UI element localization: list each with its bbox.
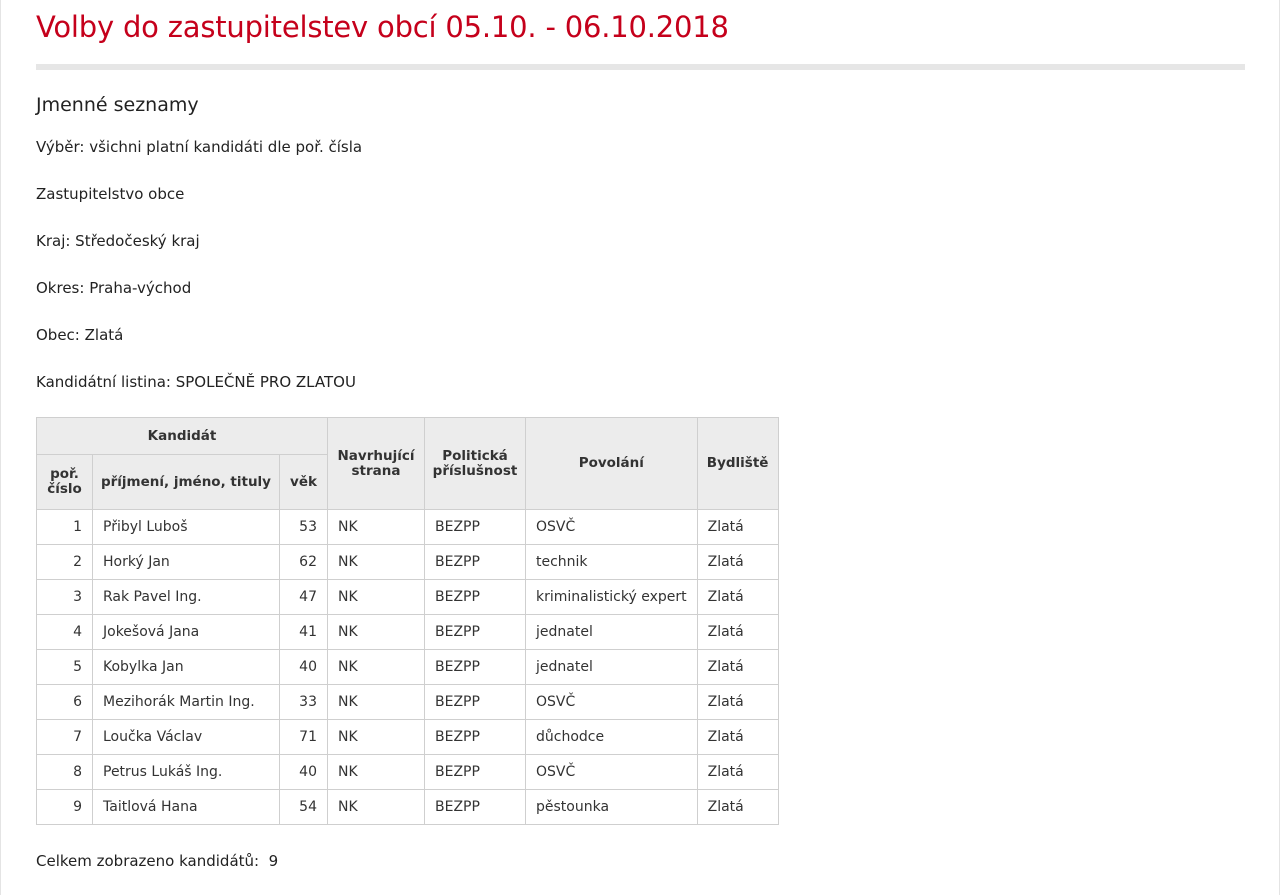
affiliation-cell: BEZPP xyxy=(425,685,526,720)
title-divider xyxy=(36,64,1245,70)
age-cell: 40 xyxy=(280,650,328,685)
municipality-info: Obec: Zlatá xyxy=(36,326,124,344)
name-cell: Taitlová Hana xyxy=(93,790,280,825)
occupation-cell: OSVČ xyxy=(526,510,698,545)
table-row xyxy=(37,580,779,615)
order-cell: 7 xyxy=(37,720,93,755)
order-header-line2: číslo xyxy=(47,481,82,497)
order-cell: 2 xyxy=(37,545,93,580)
affiliation-header xyxy=(425,418,526,510)
name-cell: Kobylka Jan xyxy=(93,650,280,685)
selection-info: Výběr: všichni platní kandidáti dle poř. čísla xyxy=(36,138,363,156)
occupation-cell: kriminalistický expert xyxy=(526,580,698,615)
region-info: Kraj: Středočeský kraj xyxy=(36,232,200,250)
party-cell: NK xyxy=(328,510,425,545)
district-info: Okres: Praha-východ xyxy=(36,279,192,297)
occupation-cell: jednatel xyxy=(526,615,698,650)
name-header: příjmení, jméno, tituly xyxy=(93,455,280,510)
party-cell: NK xyxy=(328,545,425,580)
residence-cell: Zlatá xyxy=(697,545,778,580)
occupation-cell: OSVČ xyxy=(526,755,698,790)
party-cell: NK xyxy=(328,685,425,720)
order-header xyxy=(37,455,93,510)
name-cell: Mezihorák Martin Ing. xyxy=(93,685,280,720)
name-cell: Horký Jan xyxy=(93,545,280,580)
party-cell: NK xyxy=(328,650,425,685)
order-cell: 1 xyxy=(37,510,93,545)
candidate-list-info: Kandidátní listina: SPOLEČNĚ PRO ZLATOU xyxy=(36,373,356,391)
order-cell: 4 xyxy=(37,615,93,650)
occupation-cell: důchodce xyxy=(526,720,698,755)
affiliation-cell: BEZPP xyxy=(425,650,526,685)
party-cell: NK xyxy=(328,720,425,755)
residence-cell: Zlatá xyxy=(697,755,778,790)
affiliation-header-line1: Politická xyxy=(442,447,508,464)
party-header xyxy=(328,418,425,510)
summary-count: 9 xyxy=(268,852,279,870)
affiliation-cell: BEZPP xyxy=(425,580,526,615)
affiliation-header-line2: příslušnost xyxy=(432,462,518,479)
candidate-group-header: Kandidát xyxy=(37,418,328,455)
residence-header: Bydliště xyxy=(697,418,778,510)
occupation-cell: OSVČ xyxy=(526,685,698,720)
age-cell: 62 xyxy=(280,545,328,580)
residence-cell: Zlatá xyxy=(697,685,778,720)
age-cell: 47 xyxy=(280,580,328,615)
table-row xyxy=(37,720,779,755)
candidates-table xyxy=(36,417,779,825)
residence-cell: Zlatá xyxy=(697,650,778,685)
order-header-line1: poř. xyxy=(50,466,79,482)
age-cell: 53 xyxy=(280,510,328,545)
residence-cell: Zlatá xyxy=(697,615,778,650)
residence-cell: Zlatá xyxy=(697,790,778,825)
summary-label: Celkem zobrazeno kandidátů: xyxy=(36,852,260,870)
order-cell: 8 xyxy=(37,755,93,790)
affiliation-cell: BEZPP xyxy=(425,545,526,580)
header-row-group xyxy=(37,418,779,455)
affiliation-cell: BEZPP xyxy=(425,615,526,650)
residence-cell: Zlatá xyxy=(697,720,778,755)
name-cell: Rak Pavel Ing. xyxy=(93,580,280,615)
order-cell: 6 xyxy=(37,685,93,720)
name-cell: Loučka Václav xyxy=(93,720,280,755)
order-cell: 3 xyxy=(37,580,93,615)
page-title: Volby do zastupitelstev obcí 05.10. - 06.10.2018 xyxy=(36,10,729,44)
affiliation-cell: BEZPP xyxy=(425,510,526,545)
residence-cell: Zlatá xyxy=(697,580,778,615)
age-cell: 40 xyxy=(280,755,328,790)
age-cell: 71 xyxy=(280,720,328,755)
table-row xyxy=(37,615,779,650)
age-cell: 41 xyxy=(280,615,328,650)
section-heading: Jmenné seznamy xyxy=(36,94,199,116)
candidate-count-summary xyxy=(36,852,278,870)
party-header-line1: Navrhující xyxy=(337,447,415,464)
name-cell: Petrus Lukáš Ing. xyxy=(93,755,280,790)
age-header: věk xyxy=(280,455,328,510)
affiliation-cell: BEZPP xyxy=(425,755,526,790)
order-cell: 5 xyxy=(37,650,93,685)
table-row xyxy=(37,755,779,790)
party-cell: NK xyxy=(328,755,425,790)
affiliation-cell: BEZPP xyxy=(425,790,526,825)
table-row xyxy=(37,685,779,720)
table-row xyxy=(37,790,779,825)
occupation-cell: technik xyxy=(526,545,698,580)
body-info: Zastupitelstvo obce xyxy=(36,185,185,203)
name-cell: Přibyl Luboš xyxy=(93,510,280,545)
order-cell: 9 xyxy=(37,790,93,825)
party-cell: NK xyxy=(328,615,425,650)
table-row xyxy=(37,510,779,545)
table-row xyxy=(37,545,779,580)
age-cell: 54 xyxy=(280,790,328,825)
occupation-cell: pěstounka xyxy=(526,790,698,825)
affiliation-cell: BEZPP xyxy=(425,720,526,755)
party-header-line2: strana xyxy=(351,462,401,479)
content xyxy=(36,0,1246,870)
party-cell: NK xyxy=(328,580,425,615)
party-cell: NK xyxy=(328,790,425,825)
occupation-cell: jednatel xyxy=(526,650,698,685)
occupation-header: Povolání xyxy=(526,418,698,510)
age-cell: 33 xyxy=(280,685,328,720)
name-cell: Jokešová Jana xyxy=(93,615,280,650)
table-row xyxy=(37,650,779,685)
residence-cell: Zlatá xyxy=(697,510,778,545)
